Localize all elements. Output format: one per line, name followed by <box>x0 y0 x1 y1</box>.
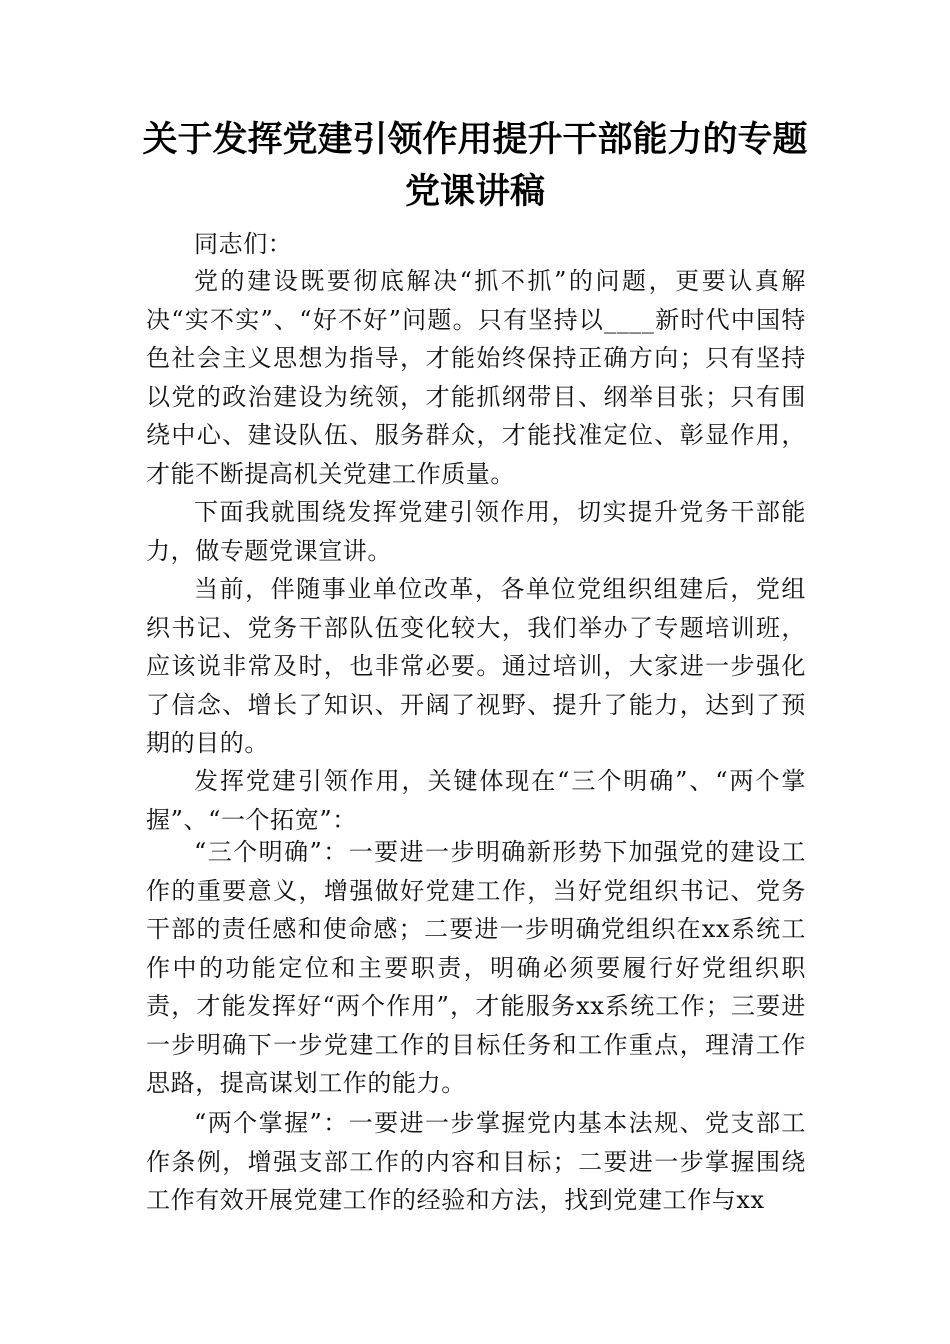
body-paragraph-1 <box>146 262 806 493</box>
paragraph-text: 发挥党建引领作用，关键体现在“三个明确”、“两个掌握”、“一个拓宽”： <box>146 767 806 834</box>
paragraph-text: “两个掌握”：一要进一步掌握党内基本法规、党支部工作条例，增强支部工作的内容和目标；二要进一步掌握围绕工作有效开展党建工作的经验和方法，找到党建工作与xx <box>146 1109 806 1214</box>
body-paragraph-6 <box>146 1104 806 1220</box>
paragraph-text: 下面我就围绕发挥党建引领作用，切实提升党务干部能力，做专题党课宣讲。 <box>146 498 806 565</box>
paragraph-text: 当前，伴随事业单位改革，各单位党组织组建后，党组织书记、党务干部队伍变化较大，我们举办了专题培训班，应该说非常及时，也非常必要。通过培训，大家进一步强化了信念、增长了知识、开阔了视野、提升了能力，达到了预期的目的。 <box>146 575 806 757</box>
document-title-line-2: 党课讲稿 <box>404 172 545 212</box>
body-paragraph-3 <box>146 570 806 763</box>
salutation-paragraph <box>146 225 806 264</box>
body-paragraph-2 <box>146 493 806 570</box>
paragraph-text: 党的建设既要彻底解决“抓不抓”的问题，更要认真解决“实不实”、“好不好”问题。只有坚持以____新时代中国特色社会主义思想为指导，才能始终保持正确方向；只有坚持以党的政治建设为统领，才能抓纲带目、纲举目张；只有围绕中心、建设队伍、服务群众，才能找准定位、彰显作用，才能不断提高机关党建工作质量。 <box>146 267 806 488</box>
document-title-line-1: 关于发挥党建引领作用提升干部能力的专题 <box>142 120 808 160</box>
body-paragraph-4 <box>146 762 806 839</box>
paragraph-text: “三个明确”：一要进一步明确新形势下加强党的建设工作的重要意义，增强做好党建工作，当好党组织书记、党务干部的责任感和使命感；二要进一步明确党组织在xx系统工作中的功能定位和主要职责，明确必须要履行好党组织职责，才能发挥好“两个作用”，才能服务xx系统工作；三要进一步明确下一步党建工作的目标任务和工作重点，理清工作思路，提高谋划工作的能力。 <box>146 838 806 1097</box>
paragraph-text: 同志们： <box>194 230 293 258</box>
body-paragraph-5 <box>146 833 806 1103</box>
